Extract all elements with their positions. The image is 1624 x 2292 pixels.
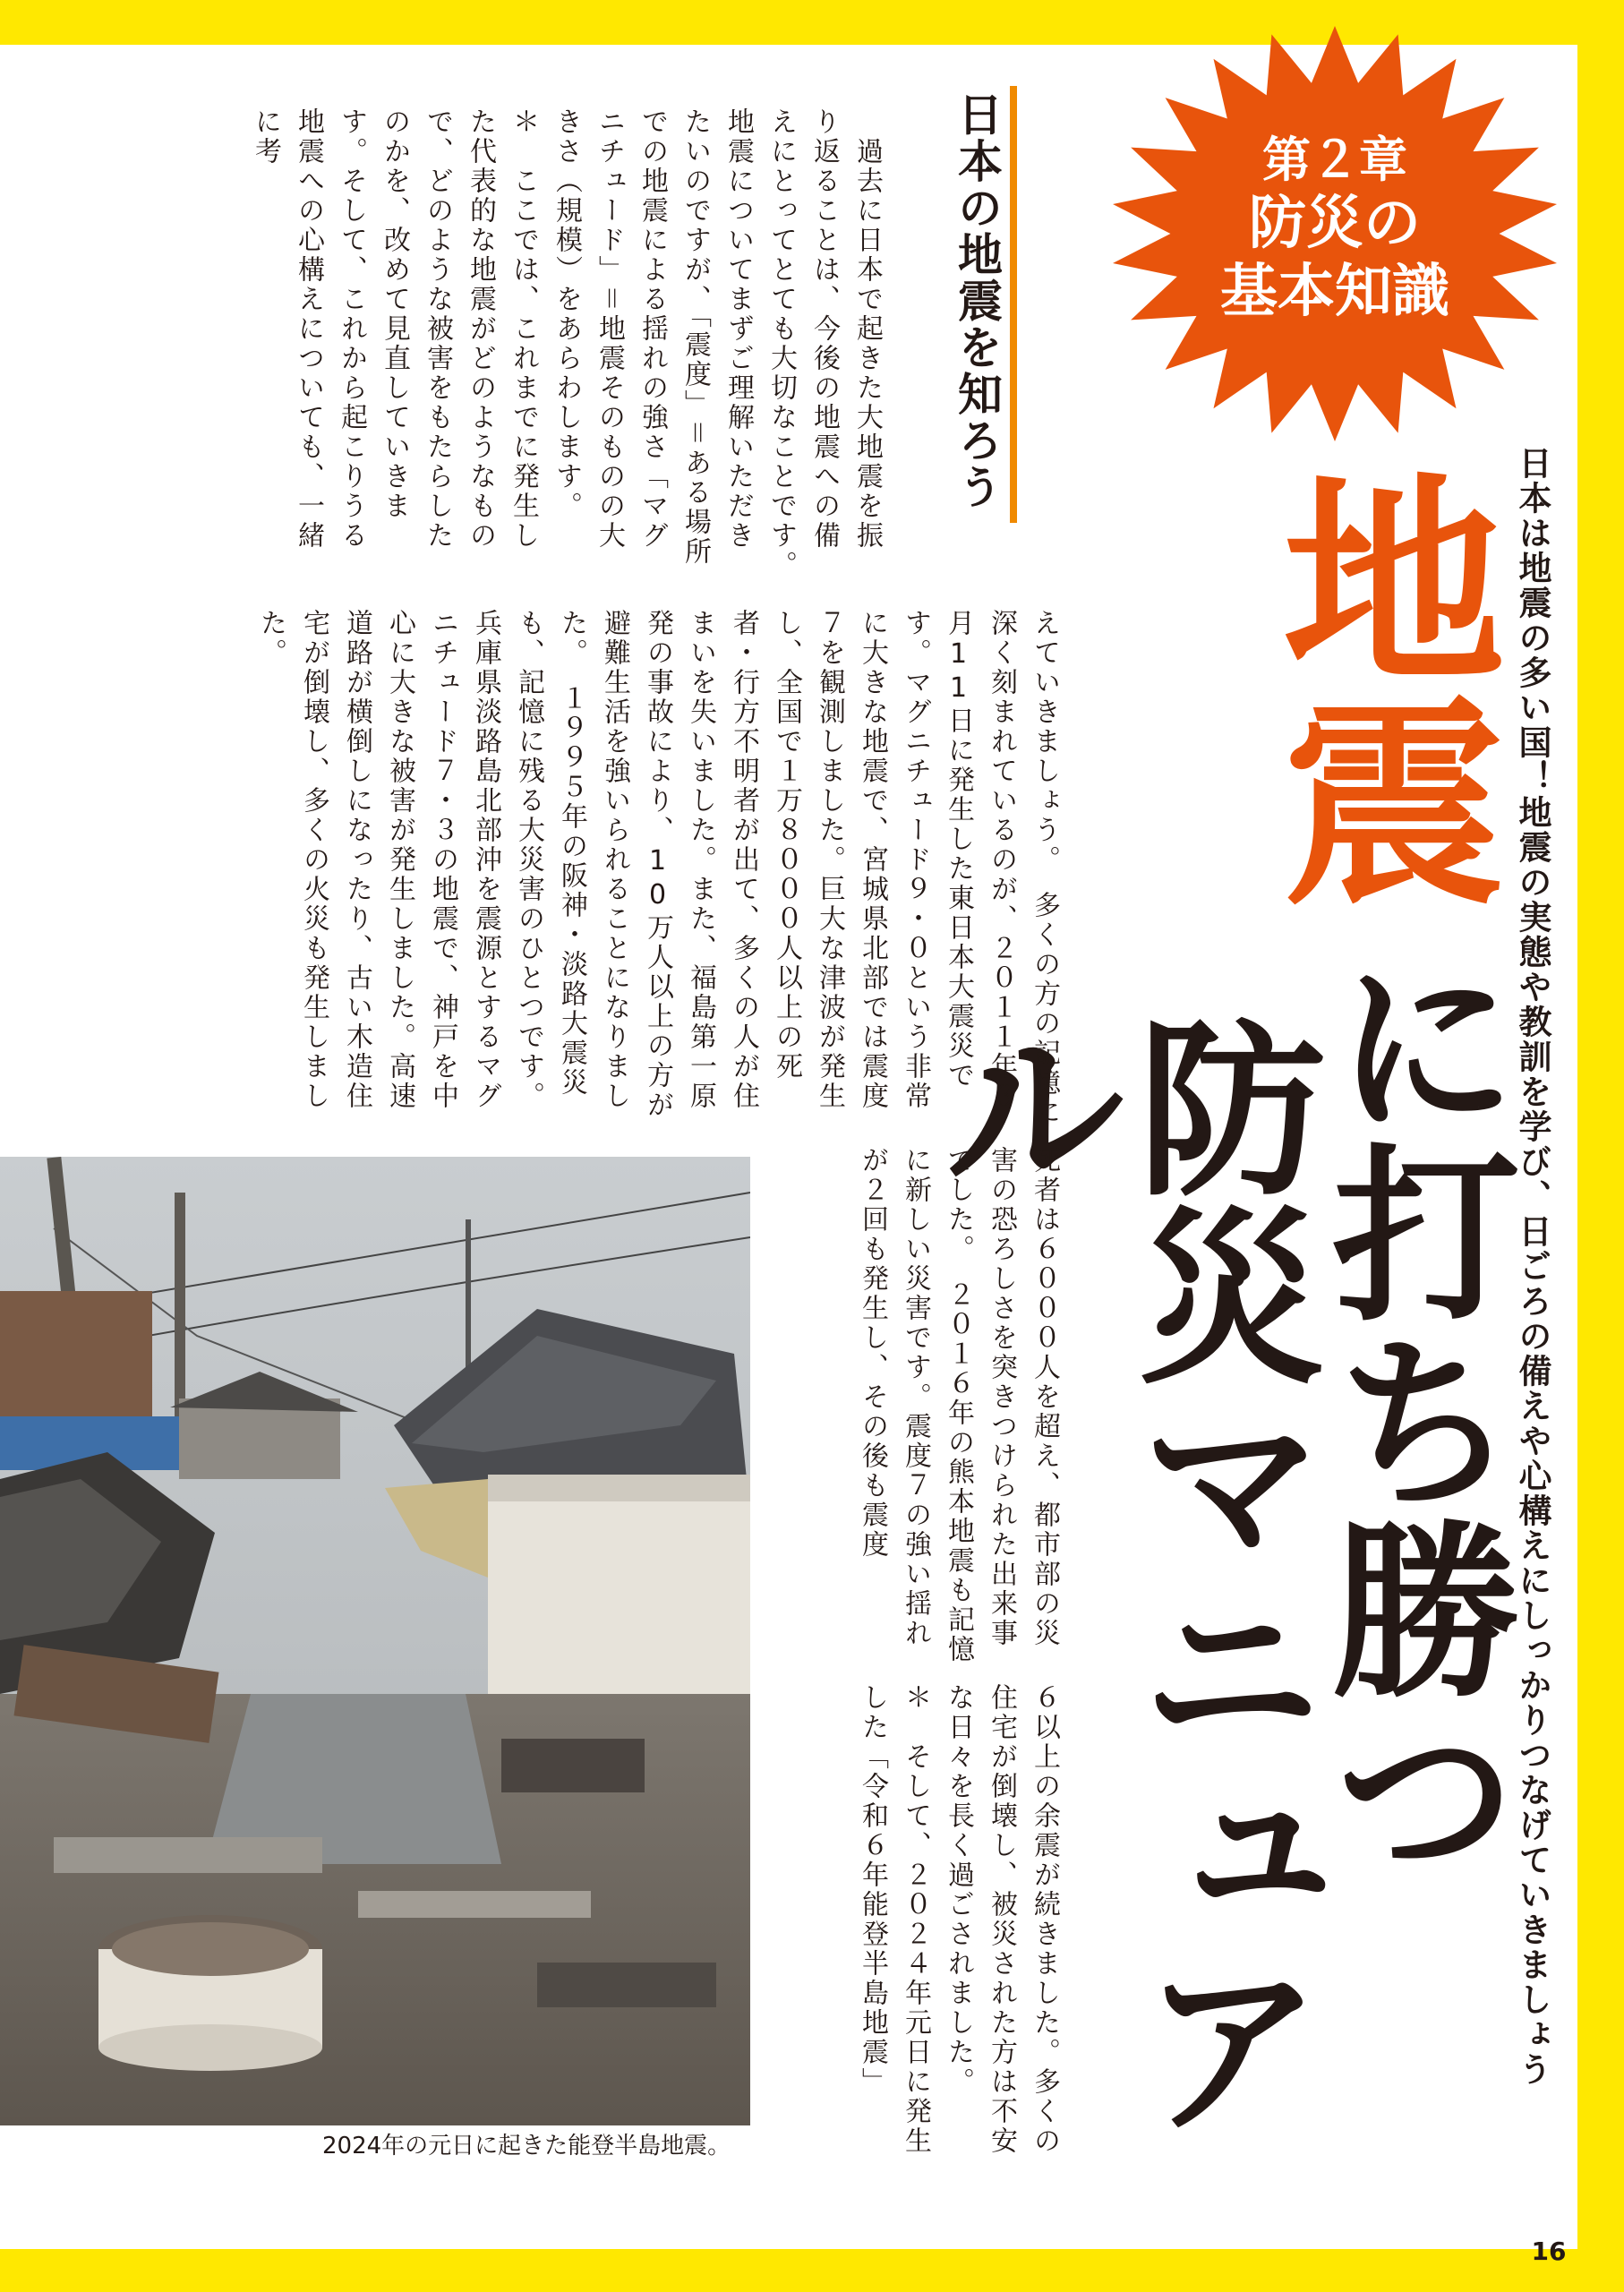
subtitle: 日本は地震の多い国！地震の実態や教訓を学び、日ごろの備えや心構えにしっかりつなげていきましょう (1513, 446, 1551, 2087)
yellow-frame-bottom (0, 2249, 1624, 2292)
body-text-block-3: 死者は６０００人を超え、都市部の災害の恐ろしさを突きつけられた出来事でした。 ２０１６年の熊本地震も記憶に新しい災害です。震度７の強い揺れが２回も発生し、その後も震度 (857, 1146, 1060, 1664)
chapter-title-line2: 基本知識 (1220, 259, 1449, 325)
damage-photo-image (0, 1157, 750, 2125)
chapter-badge (1107, 23, 1563, 444)
chapter-title-line1: 防災の (1249, 191, 1421, 257)
photo-caption: 2024年の元日に起きた能登半島地震。 (322, 2133, 731, 2159)
section-heading: 日本の地震を知ろう (951, 91, 1003, 510)
title-earthquake: 地震 (1245, 466, 1503, 910)
yellow-frame-right (1577, 0, 1624, 2292)
body-text-block-4: ６以上の余震が続きました。多くの住宅が倒壊し、被災された方は不安な日々を長く過ごされました。 ＊ そして、２０２４年元日に発生した「令和６年能登半島地震」 (857, 1683, 1060, 2172)
page-number: 16 (1531, 2236, 1567, 2266)
body-text-block-1: 過去に日本で起きた大地震を振り返ることは、今後の地震への備えにとってとても大切なことです。 地震についてまずご理解いただきたいのですが、「震度」＝ある場所での地震による揺れの強さ「マグニチュード」＝地震そのものの大きさ（規模）をあらわします。 ＊ ここでは、これまでに発生した代表的な地震がどのようなもので、どのような被害をもたらしたのかを、改めて見直していきます。そして、これから起こりうる地震への心構えについても、一緒に考 (250, 107, 883, 596)
title-line1-rest: に打ち勝つ (1301, 949, 1520, 1889)
title-line2: 防災マニュアル (910, 1012, 1326, 2140)
body-text-block-2: えていきましょう。 多くの方の記憶に深く刻まれているのが、２０１１年３月11日に発生した東日本大震災です。マグニチュード９・０という非常に大きな地震で、宮城県北部では震度７を観測しました。巨大な津波が発生し、全国で１万８０００人以上の死者・行方不明者が出て、多くの人が住まいを失いました。また、福島第一原発の事故により、10万人以上の方が避難生活を強いられることになりました。 １９９５年の阪神・淡路大震災も、記憶に残る大災害のひとつです。兵庫県淡路島北部沖を震源とするマグニチュード７・３の地震で、神戸を中心に大きな被害が発生しました。高速道路が横倒しになったり、古い木造住宅が倒壊し、多くの火災も発生しました。 (255, 609, 1060, 1127)
chapter-number: 第２章 (1262, 132, 1407, 188)
earthquake-damage-photo (0, 1157, 750, 2125)
heading-rule (1010, 86, 1017, 523)
